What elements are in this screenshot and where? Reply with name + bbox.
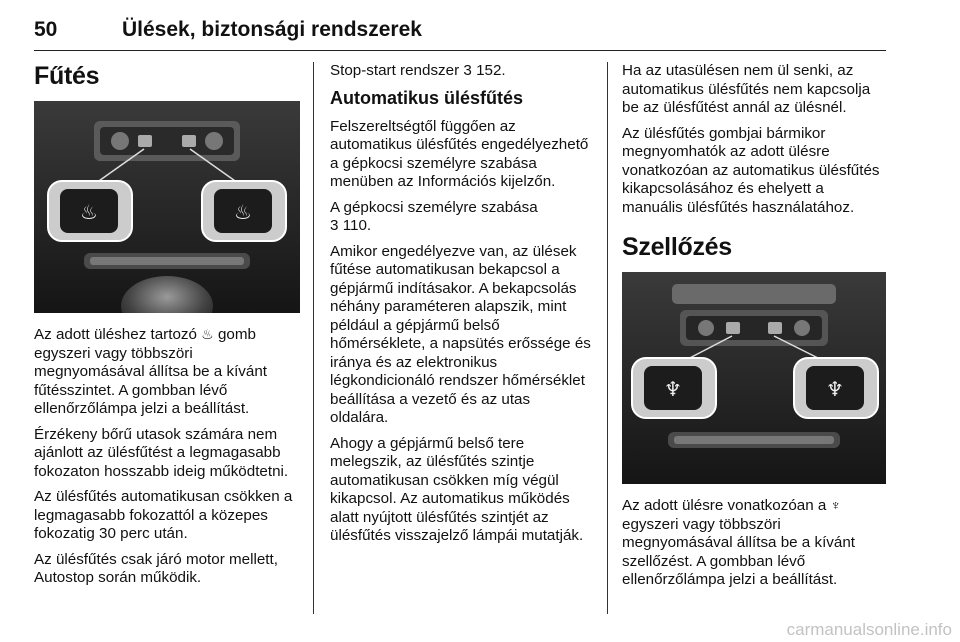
paragraph: Az ülésfűtés gombjai bármikor megnyomhatók az adott ülésre vonatkozóan az automatikus ülésfűtés kikapcsolásához és ehelyett a manuális ülésfűtés használatához. bbox=[622, 124, 880, 216]
paragraph: Érzékeny bőrű utasok számára nem ajánlott az ülésfűtést a legmagasabb fokozaton hosszabb ideig működtetni. bbox=[34, 425, 289, 480]
svg-text:♨: ♨ bbox=[234, 200, 252, 224]
page-header bbox=[34, 18, 886, 51]
paragraph: Az adott ülésre vonatkozóan a ♆ egyszeri vagy többszöri megnyomásával állítsa be a kívánt szellőzést. A gombban lévő ellenőrzőlámpa jelzi a beállítást. bbox=[622, 497, 855, 588]
column-2 bbox=[330, 62, 592, 553]
paragraph: Stop-start rendszer 3 152. bbox=[330, 62, 506, 79]
seat-ventilation-buttons-figure bbox=[622, 272, 886, 484]
svg-text:♨: ♨ bbox=[80, 200, 98, 224]
seat-heating-buttons-figure bbox=[34, 101, 300, 313]
section-title-ventilation: Szellőzés bbox=[622, 233, 732, 261]
seat-ventilation-icon: ♆ bbox=[830, 497, 842, 513]
paragraph: Az adott üléshez tartozó ♨ gomb egyszeri vagy többszöri megnyomásával állítsa be a kívánt fűtésszintet. A gombban lévő ellenőrzőlámpa jelzi a beállítást. bbox=[34, 326, 267, 417]
paragraph: Felszereltségtől függően az automatikus ülésfűtés engedélyezhető a gépkocsi személyre szabása menüben az Információs kijelzőn. bbox=[330, 117, 589, 190]
page-number: 50 bbox=[34, 18, 58, 41]
paragraph: A gépkocsi személyre szabása 3 110. bbox=[330, 198, 538, 234]
watermark: carmanualsonline.info bbox=[786, 620, 952, 639]
column-divider bbox=[607, 62, 608, 614]
column-divider bbox=[313, 62, 314, 614]
section-title-heating: Fűtés bbox=[34, 62, 100, 90]
paragraph: Ha az utasülésen nem ül senki, az automatikus ülésfűtés nem kapcsolja be az ülésfűtést annál az ülésnél. bbox=[622, 62, 871, 116]
svg-text:♆: ♆ bbox=[664, 377, 682, 401]
seat-heating-icon: ♨ bbox=[201, 326, 214, 342]
paragraph: Az ülésfűtés csak járó motor mellett, Autostop során működik. bbox=[34, 550, 278, 586]
page-ref-icon: 3 bbox=[330, 217, 339, 234]
svg-text:♆: ♆ bbox=[826, 377, 844, 401]
column-1 bbox=[34, 62, 300, 595]
column-3 bbox=[622, 62, 886, 597]
page-ref-icon: 3 bbox=[463, 62, 472, 79]
chapter-title: Ülések, biztonsági rendszerek bbox=[122, 18, 422, 41]
paragraph: Amikor engedélyezve van, az ülések fűtése automatikusan bekapcsol a gépjármű indításakor. A bekapcsolás néhány paraméteren alapszik, mint például a gépjármű belső hőmérséklete, a napsütés erőssége és iránya és az elektronikus légkondicionáló rendszer hőmérséklet beállítása a vezető és az utas oldalára. bbox=[330, 242, 591, 426]
paragraph: Az ülésfűtés automatikusan csökken a legmagasabb fokozattól a közepes fokozatig 30 perc után. bbox=[34, 488, 293, 542]
subsection-title-auto-heating: Automatikus ülésfűtés bbox=[330, 87, 524, 108]
paragraph: Ahogy a gépjármű belső tere melegszik, az ülésfűtés szintje automatikusan csökken míg végül kikapcsol. Az automatikus működés alatt nyújtott ülésfűtés szintjét az ülésfűtés visszajelző lámpái mutatják. bbox=[330, 434, 584, 544]
